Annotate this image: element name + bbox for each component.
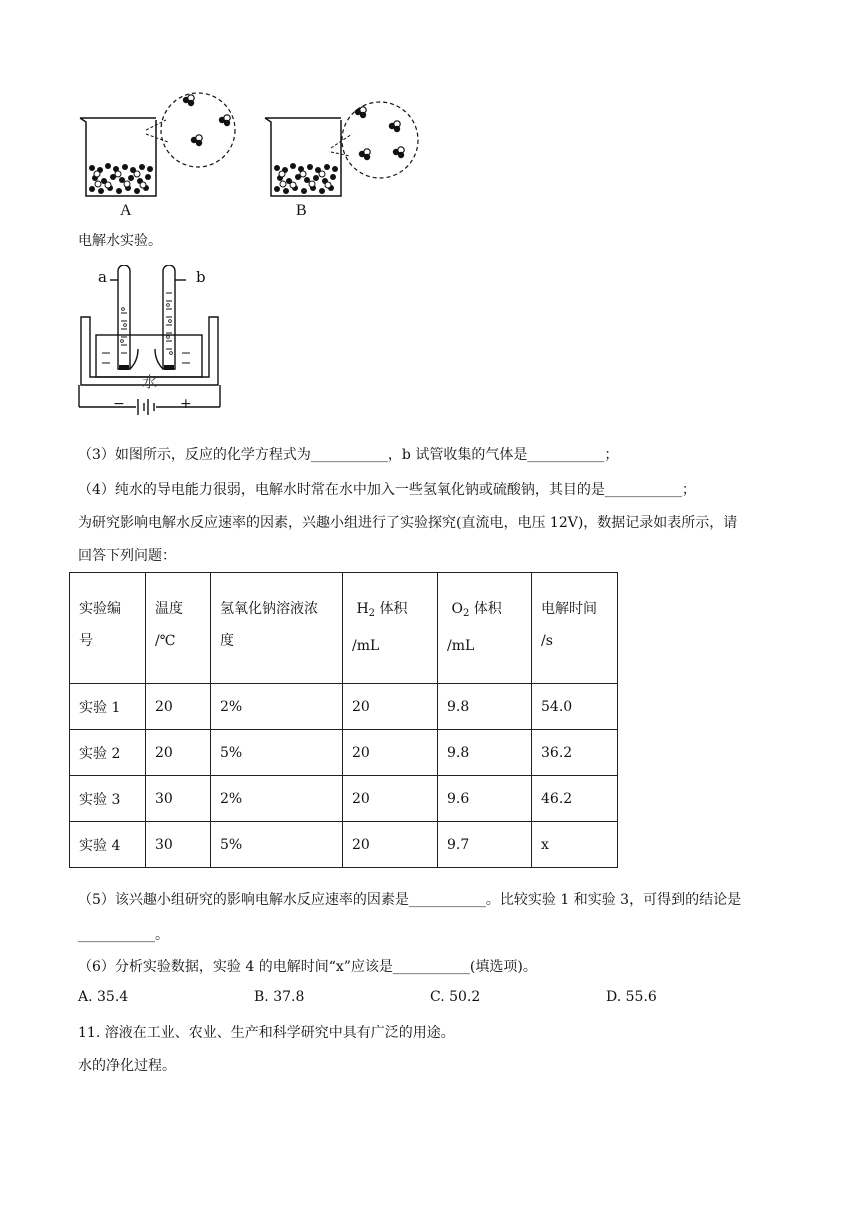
table-cell: x <box>532 822 618 868</box>
table-cell: 5% <box>211 822 343 868</box>
question-4: （4）纯水的导电能力很弱，电解水时常在水中加入一些氢氧化钠或硫酸钠，其目的是___________； <box>78 482 696 498</box>
table-cell: 30 <box>146 822 211 868</box>
header-electrolysis-time: 电解时间 /s <box>532 573 618 684</box>
figure-label-a: A <box>120 202 132 219</box>
table-cell: 9.6 <box>438 776 532 822</box>
question-11: 11. 溶液在工业、农业、生产和科学研究中具有广泛的用途。 <box>78 1025 455 1041</box>
table-cell: 20 <box>146 730 211 776</box>
question-5-line-2: ___________。 <box>78 927 169 943</box>
intro-line-1: 为研究影响电解水反应速率的因素，兴趣小组进行了实验探究(直流电，电压 12V)，数据记录如表所示，请 <box>78 515 738 531</box>
minus-sign: − <box>113 396 125 412</box>
header-h2-volume: $H_2$ 体积 /mL <box>343 573 438 684</box>
experiment-table <box>69 572 618 868</box>
figure-label-b: B <box>296 202 307 219</box>
table-cell: 20 <box>343 684 438 730</box>
question-3: （3）如图所示，反应的化学方程式为___________，b 试管收集的气体是___________； <box>78 447 619 463</box>
tube-label-b: b <box>196 268 206 286</box>
table-header-row <box>70 573 618 684</box>
table-cell: 2% <box>211 776 343 822</box>
header-o2-volume: $O_2$ 体积 /mL <box>438 573 532 684</box>
header-naoh-concentration: 氢氧化钠溶液浓 度 <box>211 573 343 684</box>
header-experiment-no: 实验编 号 <box>70 573 146 684</box>
caption-electrolysis: 电解水实验。 <box>78 233 162 249</box>
table-row <box>70 822 618 868</box>
table-cell: 30 <box>146 776 211 822</box>
electrolysis-apparatus <box>78 265 228 415</box>
table-cell: 9.8 <box>438 684 532 730</box>
table-cell: 20 <box>343 822 438 868</box>
table-cell: 9.7 <box>438 822 532 868</box>
question-11-subtitle: 水的净化过程。 <box>78 1058 176 1074</box>
table-cell: 5% <box>211 730 343 776</box>
table-row <box>70 730 618 776</box>
option-b: B. 37.8 <box>254 989 305 1005</box>
table-cell: 20 <box>343 730 438 776</box>
water-label: 水 <box>142 373 158 391</box>
table-cell: 9.8 <box>438 730 532 776</box>
plus-sign: + <box>180 396 192 412</box>
header-temperature: 温度 /℃ <box>146 573 211 684</box>
table-cell: 36.2 <box>532 730 618 776</box>
question-6: （6）分析实验数据，实验 4 的电解时间“x”应该是___________(填选项)。 <box>78 959 537 975</box>
table-cell: 20 <box>146 684 211 730</box>
table-row <box>70 776 618 822</box>
table-cell: 46.2 <box>532 776 618 822</box>
option-c: C. 50.2 <box>430 989 481 1005</box>
tube-label-a: a <box>98 268 107 286</box>
table-cell: 实验 2 <box>70 730 146 776</box>
table-cell: 54.0 <box>532 684 618 730</box>
table-row <box>70 684 618 730</box>
table-cell: 实验 4 <box>70 822 146 868</box>
option-d: D. 55.6 <box>606 989 657 1005</box>
intro-line-2: 回答下列问题： <box>78 548 176 564</box>
table-cell: 20 <box>343 776 438 822</box>
table-cell: 2% <box>211 684 343 730</box>
table-cell: 实验 3 <box>70 776 146 822</box>
question-5-line-1: （5）该兴趣小组研究的影响电解水反应速率的因素是___________。比较实验 1 和实验 3，可得到的结论是 <box>78 892 742 908</box>
option-a: A. 35.4 <box>78 989 129 1005</box>
table-cell: 实验 1 <box>70 684 146 730</box>
